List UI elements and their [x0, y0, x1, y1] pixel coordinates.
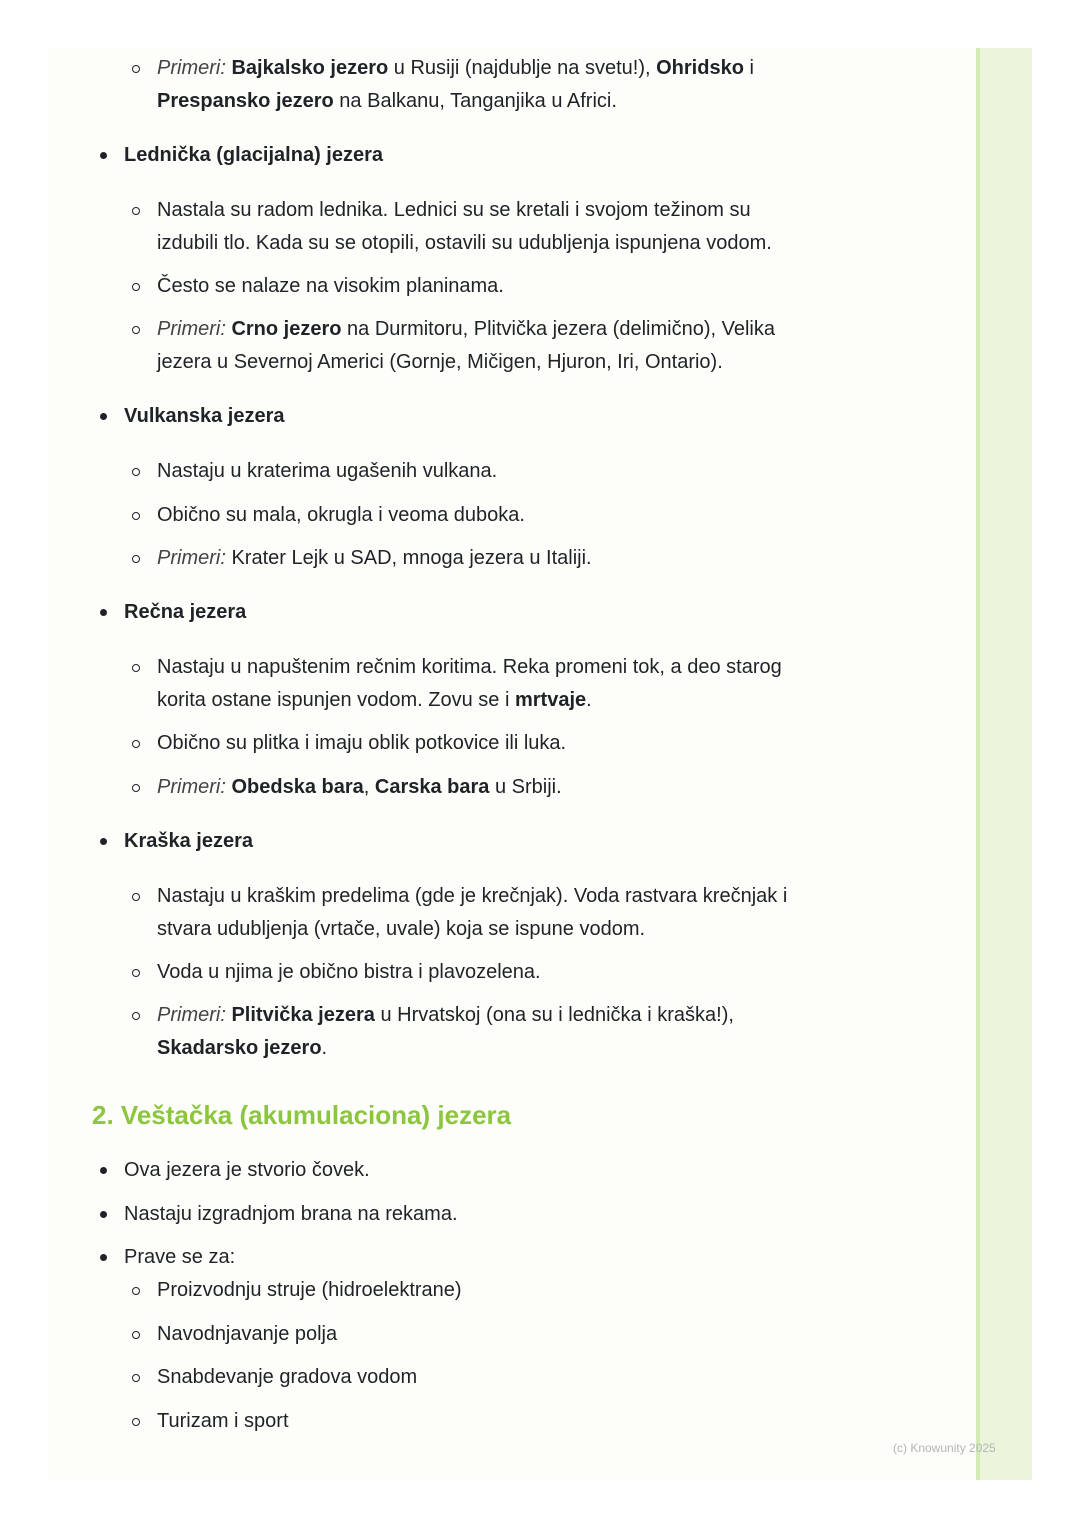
sub-bullet-icon [132, 893, 140, 901]
sub-bullet-icon [132, 555, 140, 563]
section-heading-vestacka: 2. Veštačka (akumulaciona) jezera [92, 1100, 512, 1130]
list-item: Proizvodnju struje (hidroelektrane) [157, 1279, 462, 1301]
list-item: Obično su plitka i imaju oblik potkovice ili luka. [157, 732, 567, 754]
list-item: Primeri: Bajkalsko jezero u Rusiji (najdublje na svetu!), Ohridsko i [157, 57, 754, 79]
list-item: Nastaju izgradnjom brana na rekama. [124, 1203, 458, 1225]
sub-bullet-icon [132, 969, 140, 977]
list-item-continued: jezera u Severnoj Americi (Gornje, Mičigen, Hjuron, Iri, Ontario). [157, 351, 723, 373]
list-item: Voda u njima je obično bistra i plavozelena. [157, 961, 541, 983]
list-item: Navodnjavanje polja [157, 1323, 338, 1345]
sub-bullet-icon [132, 1418, 140, 1426]
sub-bullet-icon [132, 664, 140, 672]
bullet-icon [100, 1211, 107, 1218]
list-item-continued: Skadarsko jezero. [157, 1037, 328, 1059]
list-item: Obično su mala, okrugla i veoma duboka. [157, 504, 525, 526]
sub-bullet-icon [132, 1012, 140, 1020]
list-item-continued: korita ostane ispunjen vodom. Zovu se i mrtvaje. [157, 689, 592, 711]
list-item: Često se nalaze na visokim planinama. [157, 275, 504, 297]
side-accent-bar [976, 48, 1032, 1480]
list-item: Nastaju u kraškim predelima (gde je krečnjak). Voda rastvara krečnjak i [157, 885, 788, 907]
list-item: Turizam i sport [157, 1410, 289, 1432]
side-accent-edge [976, 48, 980, 1480]
sub-bullet-icon [132, 207, 140, 215]
sub-bullet-icon [132, 468, 140, 476]
bullet-icon [100, 838, 107, 845]
section-title-kraska: Kraška jezera [124, 830, 253, 852]
list-item: Primeri: Crno jezero na Durmitoru, Plitvička jezera (delimično), Velika [157, 318, 775, 340]
list-item-continued: izdubili tlo. Kada su se otopili, ostavili su udubljenja ispunjena vodom. [157, 232, 772, 254]
section-title-vulkanska: Vulkanska jezera [124, 405, 285, 427]
list-item: Nastala su radom lednika. Lednici su se kretali i svojom težinom su [157, 199, 751, 221]
section-title-lednicka: Lednička (glacijalna) jezera [124, 144, 383, 166]
list-item-continued: Prespansko jezero na Balkanu, Tanganjika u Africi. [157, 90, 617, 112]
list-item: Nastaju u kraterima ugašenih vulkana. [157, 460, 498, 482]
sub-bullet-icon [132, 740, 140, 748]
list-item-continued: stvara udubljenja (vrtače, uvale) koja se ispune vodom. [157, 918, 646, 940]
bullet-icon [100, 152, 107, 159]
section-title-recna: Rečna jezera [124, 601, 247, 623]
sub-bullet-icon [132, 1331, 140, 1339]
bullet-icon [100, 1167, 107, 1174]
list-item: Ova jezera je stvorio čovek. [124, 1159, 370, 1181]
list-item: Primeri: Plitvička jezera u Hrvatskoj (ona su i lednička i kraška!), [157, 1004, 734, 1026]
bullet-icon [100, 413, 107, 420]
list-item: Primeri: Krater Lejk u SAD, mnoga jezera u Italiji. [157, 547, 592, 569]
sub-bullet-icon [132, 1374, 140, 1382]
sub-bullet-icon [132, 1287, 140, 1295]
list-item: Prave se za: [124, 1246, 236, 1268]
sub-bullet-icon [132, 65, 140, 73]
sub-bullet-icon [132, 784, 140, 792]
sub-bullet-icon [132, 512, 140, 520]
sub-bullet-icon [132, 326, 140, 334]
list-item: Primeri: Obedska bara, Carska bara u Srbiji. [157, 776, 562, 798]
list-item: Snabdevanje gradova vodom [157, 1366, 418, 1388]
copyright-footer: (c) Knowunity 2025 [893, 1441, 996, 1455]
bullet-icon [100, 609, 107, 616]
bullet-icon [100, 1254, 107, 1261]
list-item: Nastaju u napuštenim rečnim koritima. Reka promeni tok, a deo starog [157, 656, 782, 678]
sub-bullet-icon [132, 283, 140, 291]
